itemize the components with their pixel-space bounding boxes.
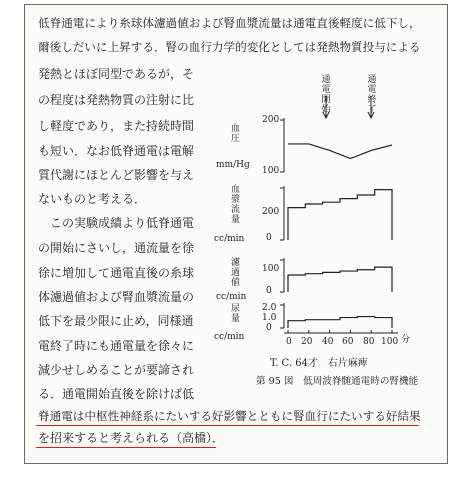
text-line-18: を招来すると考えられる（高橋）． [38, 431, 225, 445]
series-1-line [288, 190, 392, 240]
panel-label-urine: 尿量 [231, 304, 241, 324]
panel-tick-gfr-0: 0 [266, 286, 272, 296]
text-line-15: 減少せしめることが要諦され [38, 363, 195, 377]
text-line-13: 低下を最少限に止め，同様通 [38, 314, 194, 328]
x-tick-40: 40 [322, 337, 334, 347]
panel-unit-bp: mm/Hg [216, 160, 250, 170]
panel-unit-urine: cc/min [214, 332, 245, 342]
panel-unit-gfr: cc/min [216, 292, 247, 302]
x-tick-20: 20 [301, 337, 313, 347]
x-tick-60: 60 [342, 337, 354, 347]
text-line-3: 発熱とほぼ同型であるが，そ [38, 67, 195, 81]
text-line-2: 爾後しだいに上昇する．腎の血行力学的変化としては発熱物質投与による [38, 40, 421, 54]
panel-label-bp: 血圧 [231, 124, 241, 144]
annotation-end: 通電終了 [367, 75, 377, 115]
x-tick-100: 100 [381, 337, 399, 347]
x-unit: 分 [401, 335, 411, 345]
panel-tick-gfr-100: 100 [262, 264, 280, 274]
panel-unit-rpf: cc/min [214, 234, 245, 244]
panel-tick-rpf-0: 0 [266, 233, 272, 243]
text-line-16: る．通電開始直後を除けば低 [38, 387, 195, 401]
series-0-line [288, 144, 392, 159]
text-line-17: 脊通電は中枢性神経系にたいする好影響とともに腎血行にたいする好結果 [38, 409, 421, 423]
x-tick-80: 80 [363, 337, 375, 347]
panel-tick-bp-200: 200 [262, 115, 280, 125]
series-3-line [288, 317, 392, 328]
figure-caption: 第 95 図 低周波脊髄通電時の腎機能 [256, 376, 419, 387]
panel-label-rpf: 血漿流量 [231, 185, 241, 225]
text-line-14: 電終了時にも通電量を徐々に [38, 339, 195, 353]
text-line-7: 質代謝にほとんど影響を与え [38, 168, 195, 182]
text-line-10: の開始にさいし，通流量を徐 [38, 241, 195, 255]
panel-tick-bp-100: 100 [262, 166, 280, 176]
text-line-9: この実験成績より低脊通電 [50, 216, 195, 230]
panel-label-gfr: 濾過値 [231, 258, 241, 288]
text-line-11: 徐に増加して通電直後の糸球 [38, 266, 195, 280]
panel-tick-urine-0: 0 [266, 323, 272, 333]
text-line-1: 低脊通電により糸球体濾過値および腎血漿流量は通電直後軽度に低下し， [38, 16, 421, 30]
text-line-12: 体濾過値および腎血漿流量の [38, 290, 195, 304]
panel-tick-rpf-200: 200 [262, 207, 280, 217]
text-line-5: し軽度であり，また持続時間 [38, 119, 195, 133]
text-line-6: も短い．なお低脊通電は電解 [38, 144, 195, 158]
figure-subject: T. C. 64才 右片麻痺 [270, 358, 368, 369]
panel-tick-urine-2: 2.0 [262, 303, 277, 313]
panel-tick-urine-1: 1.0 [262, 313, 277, 323]
annotation-start: 通電開始 [321, 75, 331, 115]
series-2-line [288, 267, 392, 292]
text-line-8: ないものと考える． [38, 192, 147, 206]
x-tick-0: 0 [286, 337, 292, 347]
text-line-4: の程度は発熱物質の注射に比 [38, 93, 195, 107]
